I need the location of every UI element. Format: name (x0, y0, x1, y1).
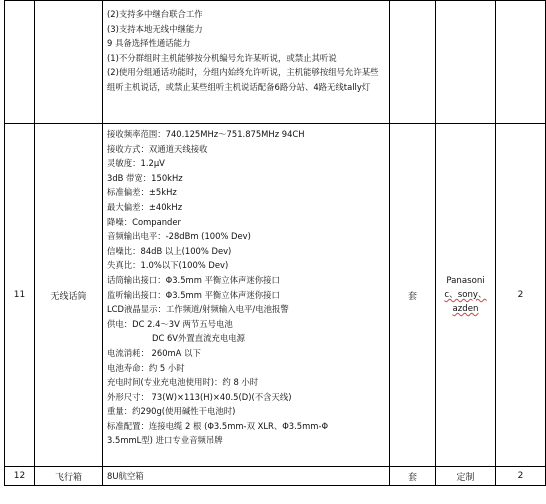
spec-line: 重量：约290g(使用碱性干电池时) (107, 406, 236, 417)
name-cell: 无线话筒 (35, 124, 103, 467)
unit-cell (390, 1, 436, 124)
table-row (5, 467, 546, 486)
spec-line: (3)支持本地无线中继能力 (107, 23, 203, 34)
brand-cell: 定制 (436, 467, 496, 486)
brand-line: Panasoni (446, 276, 485, 286)
brand-cell (436, 1, 496, 124)
spec-line: 9 具备选择性通话能力 (107, 38, 191, 49)
index-cell: 12 (5, 467, 35, 486)
spec-line: LCD液晶显示：工作频道/射频输入电平/电池报警 (107, 304, 289, 315)
brand-line: c、sony、 (444, 290, 487, 300)
spec-line: 供电：DC 2.4～3V 两节五号电池 (107, 318, 233, 329)
spec-line: 失真比：1.0%以下(100% Dev) (107, 260, 229, 271)
spec-line: 信噪比：84dB 以上(100% Dev) (107, 245, 232, 256)
brand-cell (436, 124, 496, 467)
spec-cell (103, 1, 390, 124)
brand-line: azden (452, 304, 479, 314)
spec-line: 充电时间(专业充电池使用时)：约 8 小时 (107, 377, 259, 388)
name-cell (35, 1, 103, 124)
spec-cell: 8U航空箱 (103, 467, 390, 486)
spec-line: 最大偏差：±40kHz (107, 201, 183, 212)
spec-line: 电流消耗： 260mA 以下 (107, 347, 201, 358)
spec-line: 音频输出电平：-28dBm (100% Dev) (107, 231, 251, 242)
table-row (5, 1, 546, 124)
spec-line: 电池寿命：约 5 小时 (107, 362, 185, 373)
spec-line: 接收频率范围：740.125MHz～751.875MHz 94CH (107, 129, 305, 139)
spec-line: 标准配置：连接电缆 2 根 (Φ3.5mm-双 XLR、Φ3.5mm-Φ (107, 420, 329, 431)
spec-line: (2)支持多中继台联合工作 (107, 9, 203, 19)
spec-line: DC 6V外置直流充电电源 (152, 333, 246, 344)
spec-line: (2)使用分组通话功能时，分组内始终允许听说，主机能够按组号允许某些组听主机说话，或禁止某些组听主机说话配备6路分站、4路无线tally灯 (107, 67, 379, 92)
spec-line: 外形尺寸： 73(W)×113(H)×40.5(D)(不含天线) (107, 391, 292, 402)
spec-line: 降噪：Compander (107, 216, 181, 227)
qty-cell (496, 1, 546, 124)
unit-cell: 套 (390, 467, 436, 486)
spec-line: (1)不分群组时主机能够按分机编号允许某听说，或禁止其听说 (107, 52, 337, 63)
spec-line: 接收方式：双通道天线接收 (107, 143, 208, 154)
spec-line: 监听输出接口：Φ3.5mm 平衡立体声迷你接口 (107, 289, 280, 300)
spec-cell (103, 124, 390, 467)
unit-cell: 套 (390, 124, 436, 467)
table-row (5, 124, 546, 467)
spec-line: 3dB 带宽：150kHz (107, 172, 183, 183)
name-cell: 飞行箱 (35, 467, 103, 486)
qty-cell: 2 (496, 467, 546, 486)
spec-line: 灵敏度：1.2μV (107, 158, 165, 169)
equipment-table (4, 0, 546, 486)
spec-line: 标准偏差：±5kHz (107, 187, 177, 198)
index-cell (5, 1, 35, 124)
spec-line: 话筒输出接口：Φ3.5mm 平衡立体声迷你接口 (107, 274, 280, 285)
index-cell: 11 (5, 124, 35, 467)
spec-line: 3.5mmL型) 进口专业音频吊牌 (107, 435, 223, 446)
qty-cell: 2 (496, 124, 546, 467)
